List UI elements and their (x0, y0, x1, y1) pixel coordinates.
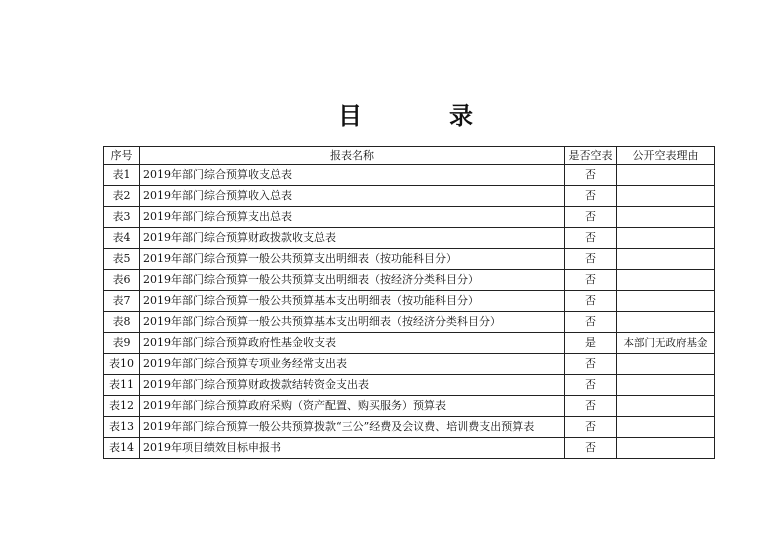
row-no: 表5 (104, 249, 140, 270)
header-empty: 是否空表 (565, 147, 617, 165)
page-title-char-1: 目 (338, 102, 364, 130)
table-row (104, 291, 715, 312)
row-name: 2019年部门综合预算政府采购（资产配置、购买服务）预算表 (140, 396, 565, 417)
row-reason (617, 417, 715, 438)
row-no: 表9 (104, 333, 140, 354)
page-title-char-2: 录 (449, 102, 475, 130)
toc-body (104, 165, 715, 459)
row-name: 2019年部门综合预算政府性基金收支表 (140, 333, 565, 354)
table-row (104, 333, 715, 354)
row-reason (617, 375, 715, 396)
row-name: 2019年部门综合预算专项业务经常支出表 (140, 354, 565, 375)
row-name: 2019年部门综合预算一般公共预算基本支出明细表（按功能科目分） (140, 291, 565, 312)
row-name: 2019年部门综合预算财政拨款结转资金支出表 (140, 375, 565, 396)
table-row (104, 207, 715, 228)
row-reason: 本部门无政府基金 (617, 333, 715, 354)
row-empty: 否 (565, 291, 617, 312)
row-reason (617, 186, 715, 207)
row-name: 2019年部门综合预算一般公共预算基本支出明细表（按经济分类科目分） (140, 312, 565, 333)
table-row (104, 438, 715, 459)
row-no: 表1 (104, 165, 140, 186)
row-no: 表6 (104, 270, 140, 291)
row-empty: 否 (565, 312, 617, 333)
row-empty: 否 (565, 270, 617, 291)
table-header-row (104, 147, 715, 165)
table-row (104, 312, 715, 333)
table-row (104, 375, 715, 396)
row-name: 2019年部门综合预算收入总表 (140, 186, 565, 207)
row-reason (617, 165, 715, 186)
row-empty: 否 (565, 417, 617, 438)
row-no: 表11 (104, 375, 140, 396)
row-no: 表2 (104, 186, 140, 207)
row-name: 2019年部门综合预算一般公共预算拨款“三公”经费及会议费、培训费支出预算表 (140, 417, 565, 438)
row-no: 表8 (104, 312, 140, 333)
row-empty: 否 (565, 375, 617, 396)
row-reason (617, 312, 715, 333)
row-no: 表14 (104, 438, 140, 459)
row-no: 表12 (104, 396, 140, 417)
row-reason (617, 396, 715, 417)
table-row (104, 354, 715, 375)
row-empty: 否 (565, 438, 617, 459)
row-empty: 否 (565, 186, 617, 207)
row-empty: 否 (565, 396, 617, 417)
row-empty: 是 (565, 333, 617, 354)
row-empty: 否 (565, 207, 617, 228)
row-reason (617, 249, 715, 270)
row-name: 2019年部门综合预算财政拨款收支总表 (140, 228, 565, 249)
row-name: 2019年部门综合预算一般公共预算支出明细表（按经济分类科目分） (140, 270, 565, 291)
row-empty: 否 (565, 228, 617, 249)
row-reason (617, 270, 715, 291)
row-reason (617, 207, 715, 228)
row-no: 表10 (104, 354, 140, 375)
table-row (104, 165, 715, 186)
row-name: 2019年部门综合预算支出总表 (140, 207, 565, 228)
row-name: 2019年部门综合预算收支总表 (140, 165, 565, 186)
row-reason (617, 228, 715, 249)
row-no: 表7 (104, 291, 140, 312)
row-name: 2019年项目绩效目标申报书 (140, 438, 565, 459)
row-no: 表13 (104, 417, 140, 438)
row-reason (617, 354, 715, 375)
row-reason (617, 291, 715, 312)
table-row (104, 270, 715, 291)
table-row (104, 396, 715, 417)
header-no: 序号 (104, 147, 140, 165)
table-row (104, 186, 715, 207)
row-name: 2019年部门综合预算一般公共预算支出明细表（按功能科目分） (140, 249, 565, 270)
row-empty: 否 (565, 354, 617, 375)
row-no: 表3 (104, 207, 140, 228)
row-no: 表4 (104, 228, 140, 249)
row-empty: 否 (565, 249, 617, 270)
table-row (104, 417, 715, 438)
header-reason: 公开空表理由 (617, 147, 715, 165)
row-reason (617, 438, 715, 459)
row-empty: 否 (565, 165, 617, 186)
header-name: 报表名称 (140, 147, 565, 165)
toc-table (103, 146, 715, 459)
table-row (104, 249, 715, 270)
table-row (104, 228, 715, 249)
